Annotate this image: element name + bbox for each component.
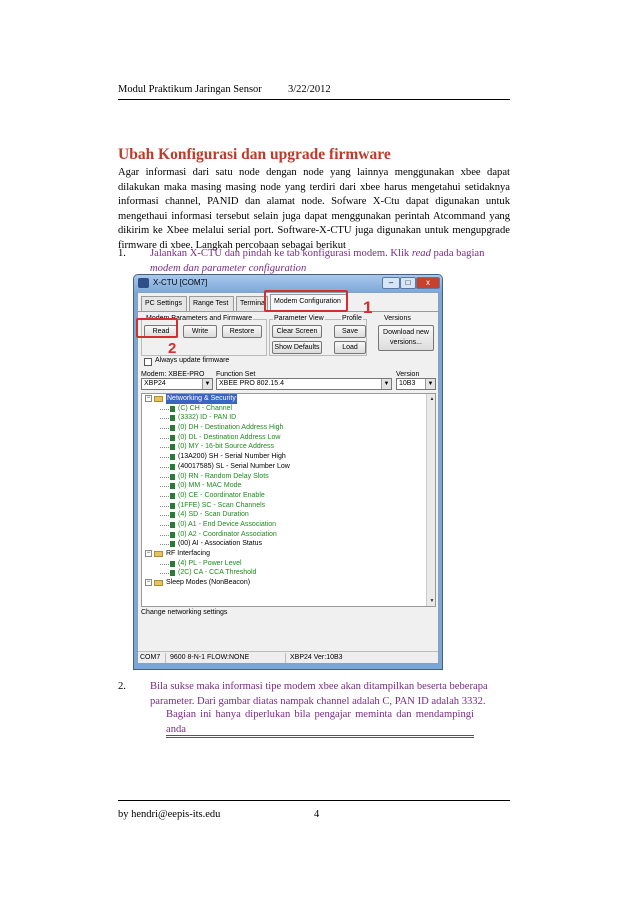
tree-parameter-label: (0) DH - Destination Address High	[178, 424, 284, 432]
tree-category[interactable]	[142, 578, 426, 588]
write-button[interactable]: Write	[183, 325, 217, 338]
page-number: 4	[314, 809, 320, 820]
download-new-versions-button[interactable]: Download new versions...	[378, 325, 434, 351]
show-defaults-button[interactable]: Show Defaults	[272, 341, 322, 354]
tab-terminal[interactable]: Terminal	[236, 296, 268, 311]
read-emphasis: read	[411, 248, 431, 259]
tree-parameter-label: (0) A2 - Coordinator Association	[178, 530, 277, 538]
page-header	[118, 84, 510, 100]
tree-parameter[interactable]	[142, 481, 426, 491]
tree-connector	[160, 409, 169, 410]
tree-parameter-label: (2C) CA - CCA Threshold	[178, 569, 257, 577]
xctu-app-icon	[138, 278, 149, 288]
tree-parameter-label: (0) RN - Random Delay Slots	[178, 472, 269, 480]
tree-parameter-label: (0) A1 - End Device Association	[178, 520, 277, 528]
chevron-down-icon[interactable]: ▼	[202, 379, 212, 389]
window-client-area	[137, 292, 439, 664]
tree-parameter-label: (13A200) SH - Serial Number High	[178, 453, 286, 461]
minimize-button[interactable]: –	[382, 277, 400, 289]
status-bar	[138, 651, 438, 663]
tree-parameter-label: (4) SD - Scan Duration	[178, 511, 249, 519]
chevron-down-icon[interactable]: ▼	[381, 379, 391, 389]
tree-connector	[160, 564, 169, 565]
tree-parameter-label: (3332) ID - PAN ID	[178, 414, 237, 422]
parameter-icon	[170, 415, 175, 421]
tree-parameter[interactable]	[142, 520, 426, 530]
parameter-icon	[170, 503, 175, 509]
restore-button[interactable]: Restore	[222, 325, 262, 338]
page-footer	[118, 800, 510, 820]
tree-connector	[160, 447, 169, 448]
version-select[interactable]	[396, 378, 436, 390]
tree-category-label: Networking & Security	[167, 395, 236, 402]
modem-select[interactable]	[141, 378, 213, 390]
intro-paragraph: Agar informasi dari satu node dengan node yang lainnya menggunakan xbee dapat dilakukan maka masing masing node yang terdiri dari xbee harus mengetahui setidaknya informasi channel, PANID dan alamat node. Sofware X-Ctu dapat digunakan untuk mengethaui informasi tersebut selain juga dapat menggunakan perintah Atcommand yang dikirim ke Xbee melalui serial port. Software-X-CTU juga digunakan untuk mengupgrade firmware di xbee. Langkah percobaan sebagai berikut	[118, 167, 510, 251]
tree-parameter[interactable]	[142, 539, 426, 549]
highlight-modem-configuration-tab	[264, 290, 348, 312]
tree-connector	[160, 496, 169, 497]
parameter-icon	[170, 532, 175, 538]
tree-parameter-label: (0) MM - MAC Mode	[178, 482, 242, 490]
tree-scrollbar[interactable]	[426, 394, 436, 606]
tab-pc-settings[interactable]: PC Settings	[141, 296, 187, 311]
tree-parameter-label: (1FFE) SC - Scan Channels	[178, 501, 266, 509]
modem-label: Modem: XBEE-PRO	[141, 371, 205, 378]
section-heading: Ubah Konfigurasi dan upgrade firmware	[118, 146, 391, 163]
scroll-down-icon[interactable]: ▼	[429, 598, 435, 604]
window-title: X-CTU [COM7]	[153, 278, 208, 287]
tree-category-label: RF Interfacing	[166, 550, 210, 557]
tree-parameter[interactable]	[142, 413, 426, 423]
header-title: Modul Praktikum Jaringan Sensor	[118, 84, 262, 95]
instructor-note: Bagian ini hanya diperlukan bila pengajar meminta dan mendampingi anda	[166, 708, 474, 738]
tree-connector	[160, 418, 169, 419]
tree-connector	[160, 515, 169, 516]
tree-parameter[interactable]	[142, 404, 426, 414]
modem-params-group-label: Modem Parameters and Firmware	[146, 315, 253, 322]
load-button[interactable]: Load	[334, 341, 366, 354]
tree-connector	[160, 467, 169, 468]
versions-group-label: Versions	[384, 315, 411, 322]
tree-connector	[160, 428, 169, 429]
tree-connector	[160, 477, 169, 478]
parameter-tree[interactable]	[141, 393, 436, 607]
tree-connector	[160, 573, 169, 574]
function-set-select[interactable]	[216, 378, 392, 390]
parameter-icon	[170, 483, 175, 489]
always-update-checkbox[interactable]	[144, 358, 152, 366]
parameter-icon	[170, 464, 175, 470]
scroll-up-icon[interactable]: ▲	[429, 396, 435, 402]
tree-parameter[interactable]	[142, 510, 426, 520]
parameter-icon	[170, 474, 175, 480]
tree-parameter[interactable]	[142, 433, 426, 443]
always-update-label: Always update firmware	[155, 357, 230, 364]
callout-number-2: 2	[168, 340, 177, 357]
tree-connector	[160, 525, 169, 526]
header-date: 3/22/2012	[288, 84, 331, 95]
tab-modem-configuration[interactable]: Modem Configuration	[270, 294, 347, 311]
function-set-label: Function Set	[216, 371, 256, 378]
folder-icon	[154, 396, 163, 402]
status-settings: 9600 8-N-1 FLOW:NONE	[168, 653, 286, 663]
tree-parameter[interactable]	[142, 559, 426, 569]
version-label: Version	[396, 371, 420, 378]
close-button[interactable]: x	[416, 277, 440, 289]
callout-number-1: 1	[363, 298, 373, 317]
tree-parameter-label: (4) PL - Power Level	[178, 559, 242, 567]
step-1-number: 1.	[118, 248, 126, 259]
tree-parameter-label: (0) DL - Destination Address Low	[178, 433, 281, 441]
tree-parameter[interactable]	[142, 423, 426, 433]
parameter-icon	[170, 522, 175, 528]
tree-parameter[interactable]	[142, 491, 426, 501]
tree-parameter[interactable]	[142, 452, 426, 462]
footer-email: by hendri@eepis-its.edu	[118, 809, 221, 820]
tree-parameter[interactable]	[142, 501, 426, 511]
tree-parameter-label: (0) CE - Coordinator Enable	[178, 491, 265, 499]
tree-parameter[interactable]	[142, 462, 426, 472]
step-2-number: 2.	[118, 681, 126, 692]
parameter-icon	[170, 512, 175, 518]
chevron-down-icon[interactable]: ▼	[425, 379, 435, 389]
tree-category[interactable]	[142, 394, 426, 404]
parameter-icon	[170, 406, 175, 412]
expand-icon[interactable]: −	[146, 395, 151, 401]
step-2-text: Bila sukse maka informasi tipe modem xbee akan ditampilkan beserta beberapa parameter. Dari gambar diatas nampak channel adalah C, PAN ID adalah 3332.	[150, 681, 488, 707]
tree-connector	[160, 438, 169, 439]
tree-parameter[interactable]	[142, 472, 426, 482]
tree-parameter[interactable]	[142, 530, 426, 540]
tree-connector	[160, 506, 169, 507]
folder-icon	[154, 580, 163, 586]
tree-connector	[160, 535, 169, 536]
function-set-select-value: XBEE PRO 802.15.4	[219, 380, 284, 387]
expand-icon[interactable]: −	[146, 550, 151, 556]
tree-category-label: Sleep Modes (NonBeacon)	[166, 579, 251, 587]
tree-category[interactable]	[142, 549, 426, 559]
expand-icon[interactable]: −	[146, 579, 151, 586]
step-1-text: Jalankan X-CTU dan pindah ke tab konfigurasi modem. Klik read pada bagian modem dan parameter configuration	[150, 248, 485, 274]
parameter-icon	[170, 493, 175, 499]
tree-connector	[160, 544, 169, 545]
tree-parameter-label: (C) CH - Channel	[178, 404, 233, 412]
folder-icon	[154, 551, 163, 557]
parameter-icon	[170, 454, 175, 460]
parameter-icon	[170, 425, 175, 431]
xctu-window	[133, 274, 443, 670]
param-view-group-label: Parameter View	[274, 315, 324, 322]
parameter-icon	[170, 561, 175, 567]
save-button[interactable]: Save	[334, 325, 366, 338]
parameter-icon	[170, 435, 175, 441]
profile-group-label: Profile	[342, 315, 362, 322]
modem-select-value: XBP24	[144, 380, 166, 387]
parameter-hint: Change networking settings	[141, 609, 228, 616]
read-button[interactable]: Read	[144, 325, 178, 338]
tab-range-test[interactable]: Range Test	[189, 296, 234, 311]
parameter-tree-rows	[142, 394, 426, 588]
parameter-icon	[170, 541, 175, 547]
tree-connector	[160, 457, 169, 458]
status-modem: XBP24 Ver:10B3	[290, 654, 343, 661]
tree-parameter[interactable]	[142, 568, 426, 578]
profile-group	[369, 319, 371, 356]
highlight-read-button	[136, 318, 178, 338]
tree-parameter-label: (40017585) SL - Serial Number Low	[178, 462, 290, 470]
status-port: COM7	[138, 653, 166, 663]
tree-parameter[interactable]	[142, 442, 426, 452]
version-select-value: 10B3	[399, 380, 416, 387]
tree-connector	[160, 486, 169, 487]
tree-parameter-label: (0) MY - 16-bit Source Address	[178, 443, 274, 451]
parameter-icon	[170, 570, 175, 576]
tree-parameter-label: (00) AI - Association Status	[178, 540, 263, 548]
clear-screen-button[interactable]: Clear Screen	[272, 325, 322, 338]
parameter-icon	[170, 444, 175, 450]
maximize-button[interactable]: □	[400, 277, 416, 289]
